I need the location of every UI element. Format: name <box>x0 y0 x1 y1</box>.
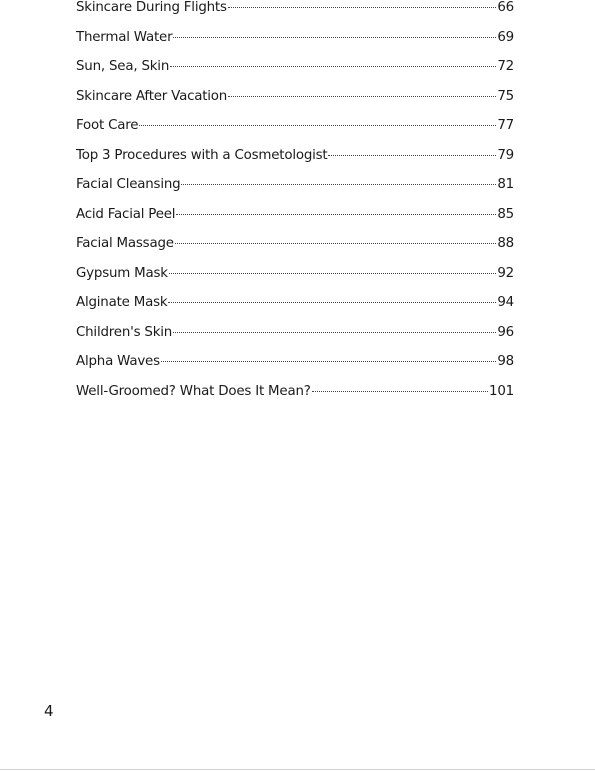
toc-entry-title: Skincare After Vacation <box>76 88 228 104</box>
toc-entry-page: 66 <box>497 0 514 15</box>
table-of-contents <box>76 0 514 411</box>
dot-leader <box>312 391 488 392</box>
toc-entry-page: 81 <box>497 177 514 192</box>
dot-leader <box>181 184 496 185</box>
toc-entry-title: Acid Facial Peel <box>76 206 176 222</box>
toc-entry-page: 92 <box>497 265 514 281</box>
toc-entry-title: Skincare During Flights <box>76 0 227 15</box>
toc-entry-title: Well-Groomed? What Does It Mean? <box>76 383 311 399</box>
toc-entry <box>76 146 514 176</box>
toc-entry-title: Foot Care <box>76 118 139 133</box>
toc-entry <box>76 352 514 382</box>
toc-entry-page: 72 <box>497 59 514 74</box>
dot-leader <box>168 302 496 303</box>
toc-entry-title: Thermal Water <box>76 29 173 45</box>
toc-entry <box>76 323 514 353</box>
toc-entry-title: Top 3 Procedures with a Cosmetologist <box>76 147 328 163</box>
page-number: 4 <box>44 702 54 720</box>
toc-entry-page: 75 <box>497 88 514 104</box>
toc-entry-title: Children's Skin <box>76 324 173 340</box>
dot-leader <box>228 7 497 8</box>
toc-entry <box>76 175 514 205</box>
toc-entry <box>76 205 514 235</box>
toc-entry-page: 79 <box>497 147 514 163</box>
toc-entry-title: Facial Cleansing <box>76 177 181 192</box>
toc-entry-title: Sun, Sea, Skin <box>76 59 170 74</box>
dot-leader <box>170 66 496 67</box>
dot-leader <box>139 125 496 126</box>
toc-entry <box>76 264 514 294</box>
dot-leader <box>176 214 496 215</box>
toc-entry <box>76 0 514 28</box>
toc-entry-page: 98 <box>497 354 514 369</box>
toc-entry <box>76 293 514 323</box>
dot-leader <box>161 361 497 362</box>
toc-entry-page: 69 <box>497 29 514 45</box>
toc-entry <box>76 116 514 146</box>
toc-entry <box>76 57 514 87</box>
toc-entry-page: 94 <box>497 295 514 310</box>
toc-entry-page: 101 <box>489 383 514 399</box>
dot-leader <box>228 96 496 97</box>
dot-leader <box>328 155 496 156</box>
dot-leader <box>173 332 496 333</box>
toc-entry-page: 85 <box>497 206 514 222</box>
toc-entry-title: Alginate Mask <box>76 295 168 310</box>
toc-entry <box>76 234 514 264</box>
toc-entry <box>76 87 514 117</box>
toc-entry-title: Facial Massage <box>76 236 174 251</box>
toc-entry <box>76 28 514 58</box>
toc-entry-page: 77 <box>497 118 514 133</box>
toc-entry-page: 96 <box>497 324 514 340</box>
toc-entry <box>76 382 514 412</box>
toc-entry-page: 88 <box>497 236 514 251</box>
dot-leader <box>175 243 497 244</box>
dot-leader <box>173 37 496 38</box>
page-bottom-edge <box>0 769 595 770</box>
dot-leader <box>169 273 497 274</box>
toc-entry-title: Alpha Waves <box>76 354 160 369</box>
toc-entry-title: Gypsum Mask <box>76 265 168 281</box>
